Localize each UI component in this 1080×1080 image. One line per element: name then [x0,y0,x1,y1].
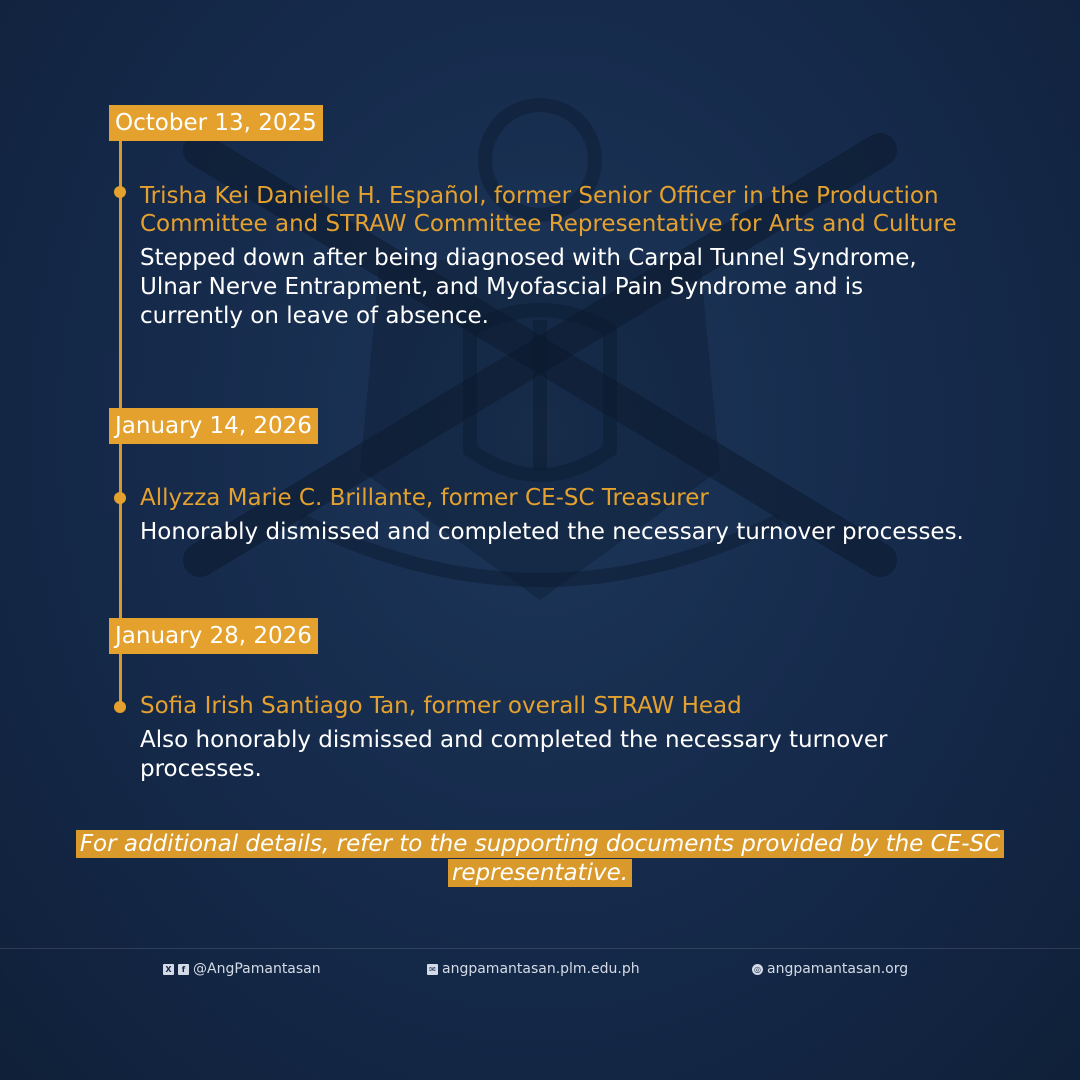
entry-title: Trisha Kei Danielle H. Español, former Senior Officer in the Production Committee and STRAW Committee Representative for Arts and Culture [140,183,957,237]
entry-description: Also honorably dismissed and completed the necessary turnover processes. [140,727,888,782]
email-site-text: angpamantasan.plm.edu.ph [442,961,640,977]
timeline-entry [140,182,970,331]
mail-icon: ✉ [427,964,438,975]
website-text: angpamantasan.org [767,961,909,977]
date-tag: January 14, 2026 [109,408,318,444]
note-text: For additional details, refer to the supporting documents provided by the CE-SC representative. [76,830,1004,887]
entry-description: Stepped down after being diagnosed with Carpal Tunnel Syndrome, Ulnar Nerve Entrapment, and Myofascial Pain Syndrome and is currently on leave of absence. [140,245,917,329]
timeline-entry [140,692,970,784]
social-handle: @AngPamantasan [193,961,321,977]
date-tag: October 13, 2025 [109,105,323,141]
footer-email-site[interactable] [427,960,640,978]
date-tag: January 28, 2026 [109,618,318,654]
footer-website[interactable] [752,960,908,978]
timeline-dot [114,492,126,504]
timeline-dot [114,186,126,198]
footer-divider [0,948,1080,949]
entry-title: Allyzza Marie C. Brillante, former CE-SC Treasurer [140,485,709,511]
additional-details-note [0,830,1080,888]
facebook-icon: f [178,964,189,975]
timeline-entry [140,484,970,547]
x-icon: X [163,964,174,975]
entry-description: Honorably dismissed and completed the necessary turnover processes. [140,519,964,545]
footer-social[interactable] [163,960,321,978]
entry-title: Sofia Irish Santiago Tan, former overall STRAW Head [140,693,742,719]
globe-icon: ◎ [752,964,763,975]
timeline-dot [114,701,126,713]
